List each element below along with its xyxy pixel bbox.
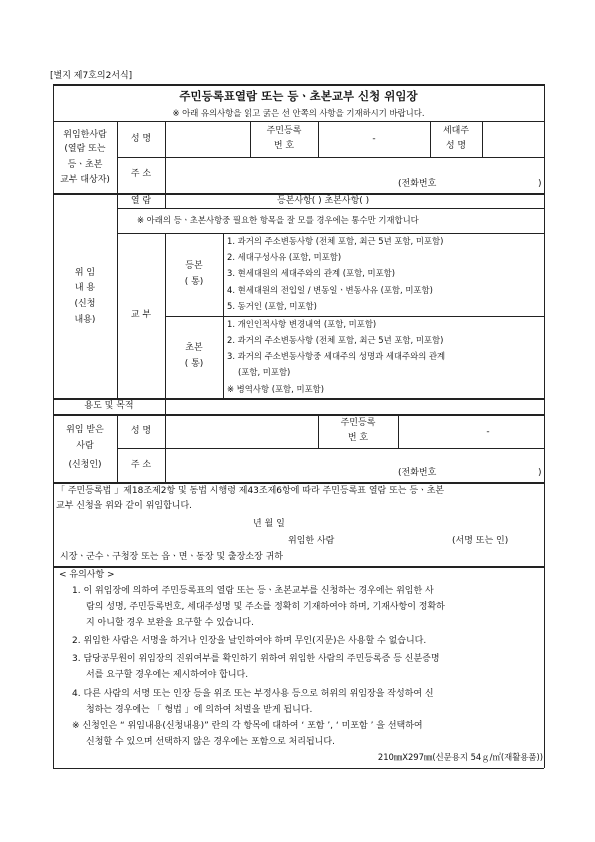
deungbon-count[interactable]: ( 통) xyxy=(184,277,204,287)
deungbon-item-2[interactable]: 2. 세대구성사유 (포함, 미포함) xyxy=(227,252,342,262)
delegator-label-2: (열람 또는 xyxy=(64,144,106,154)
delegate-name-label: 성 명 xyxy=(130,426,152,436)
deungbon-label: 등본 xyxy=(185,261,203,271)
deungbon-item-3[interactable]: 3. 현세대원의 세대주와의 관계 (포함, 미포함) xyxy=(227,268,396,278)
frame-right xyxy=(544,84,545,768)
delegate-label-3: (신청인) xyxy=(68,460,102,470)
chobon-item-3-cont[interactable]: (포함, 미포함) xyxy=(238,367,291,377)
deungbon-item-1[interactable]: 1. 과거의 주소변동사항 (전체 포함, 최근 5년 포함, 미포함) xyxy=(227,236,444,246)
delegator-name-field[interactable] xyxy=(166,122,249,156)
chobon-item-1[interactable]: 1. 개인인적사항 변경내역 (포함, 미포함) xyxy=(227,319,377,329)
chobon-item-2[interactable]: 2. 과거의 주소변동사항 (전체 포함, 최근 5년 포함, 미포함) xyxy=(227,335,444,345)
delegator-label-3: 등ㆍ초본 xyxy=(67,160,103,170)
delegate-reg-number-field[interactable] xyxy=(399,415,543,447)
chobon-item-military[interactable]: ※ 병역사항 (포함, 미포함) xyxy=(227,384,325,394)
delegator-reg-dash: - xyxy=(372,134,376,144)
statement-line-1: 「 주민등록법 」제18조제2항 및 동법 시행령 제43조제6항에 따라 주민등록표 열람 또는 등ㆍ초본 xyxy=(56,486,445,496)
note-line-10: 신청할 수 있으며 선택하지 않은 경우에는 포함으로 처리됩니다. xyxy=(86,737,335,747)
signer-label: 위임한 사람 xyxy=(288,536,335,546)
note-line-3: 지 아니할 경우 보완을 요구할 수 있습니다. xyxy=(86,618,254,628)
form-title: 주민등록표열람 또는 등ㆍ초본교부 신청 위임장 xyxy=(179,89,418,103)
delegator-reg-number-field[interactable] xyxy=(319,122,429,156)
delegator-reg-label-2: 번 호 xyxy=(273,141,295,151)
purpose-label: 용도 및 목적 xyxy=(84,401,134,411)
note-line-9: ※ 신청인은 “ 위임내용(신청내용)” 란의 각 항목에 대하여 ‘ 포함 ’, ‘ 미포함 ’ 을 선택하여 xyxy=(72,721,423,731)
issue-label: 교 부 xyxy=(130,310,152,320)
frame-top xyxy=(53,84,544,86)
deungbon-item-5[interactable]: 5. 동거인 (포함, 미포함) xyxy=(227,301,317,311)
view-options[interactable]: 등본사항( ) 초본사항( ) xyxy=(277,196,370,206)
delegation-label-3: (신청 xyxy=(74,299,96,309)
form-label: [별지 제7호의2서식] xyxy=(50,71,133,81)
delegator-address-label: 주 소 xyxy=(130,169,152,179)
frame-bottom xyxy=(53,768,544,769)
delegation-label-2: 내 용 xyxy=(74,283,96,293)
household-head-label-2: 성 명 xyxy=(445,141,467,151)
delegator-reg-label-1: 주민등록 xyxy=(266,126,302,136)
delegate-reg-label-2: 번 호 xyxy=(347,433,369,443)
delegator-phone-close: ) xyxy=(538,179,542,189)
delegator-address-field[interactable] xyxy=(166,158,543,192)
delegate-address-field[interactable] xyxy=(166,449,543,481)
delegate-address-label: 주 소 xyxy=(130,460,152,470)
delegation-label-4: 내용) xyxy=(74,315,96,325)
delegate-label-2: 사람 xyxy=(76,441,94,451)
notes-title: < 유의사항 > xyxy=(59,570,115,580)
deungbon-item-4[interactable]: 4. 현세대원의 전입일 / 변동일ㆍ변동사유 (포함, 미포함) xyxy=(227,285,433,295)
household-head-label-1: 세대주 xyxy=(442,126,470,136)
date-line[interactable]: 년 월 일 xyxy=(253,519,285,529)
paper-spec: 210㎜Ⅹ297㎜(신문용지 54ｇ/㎡(재활용품)) xyxy=(377,752,543,762)
note-line-7: 4. 다른 사람의 서명 또는 인장 등을 위조 또는 부정사용 등으로 허위의 위임장을 작성하여 신 xyxy=(72,689,434,699)
delegation-notice: ※ 아래의 등ㆍ초본사항중 필요한 항목을 잘 모를 경우에는 통수만 기재합니다 xyxy=(137,215,419,225)
note-line-4: 2. 위임한 사람은 서명을 하거나 인장을 날인하여야 하며 무인(지문)은 사용할 수 없습니다. xyxy=(72,636,427,646)
recipient: 시장ㆍ군수ㆍ구청장 또는 읍ㆍ면ㆍ동장 및 출장소장 귀하 xyxy=(60,552,283,562)
view-label: 열 람 xyxy=(130,196,152,206)
household-head-name-field[interactable] xyxy=(483,122,543,156)
chobon-label: 초본 xyxy=(185,343,203,353)
note-line-6: 서를 요구할 경우에는 제시하여야 합니다. xyxy=(86,670,249,680)
note-line-1: 1. 이 위임장에 의하여 주민등록표의 열람 또는 등ㆍ초본교부를 신청하는 경우에는 위임한 사 xyxy=(72,586,434,596)
delegator-name-label: 성 명 xyxy=(130,134,152,144)
delegate-name-field[interactable] xyxy=(166,415,317,447)
delegate-label-1: 위임 받은 xyxy=(66,425,104,435)
delegation-label-1: 위 임 xyxy=(74,268,96,278)
delegator-label-4: 교부 대상자) xyxy=(60,175,110,185)
title-bottom-line xyxy=(53,121,544,122)
delegate-phone-label: (전화번호 xyxy=(398,468,437,478)
delegate-reg-label-1: 주민등록 xyxy=(340,418,376,428)
chobon-count[interactable]: ( 통) xyxy=(184,359,204,369)
note-line-5: 3. 담당공무원이 위임장의 진위여부를 확인하기 위하여 위임한 사람의 주민등록증 등 신분증명 xyxy=(72,654,440,664)
delegate-reg-dash: - xyxy=(486,427,490,437)
purpose-field[interactable] xyxy=(166,399,543,413)
delegator-phone-label: (전화번호 xyxy=(398,179,437,189)
note-line-8: 청하는 경우에는 「 형법 」에 의하여 처벌을 받게 됩니다. xyxy=(86,705,313,715)
notice-top: ※ 아래 유의사항을 읽고 굵은 선 안쪽의 사항을 기재하시기 바랍니다. xyxy=(172,108,425,118)
note-line-2: 람의 성명, 주민등록번호, 세대주성명 및 주소를 정확히 기재하여야 하며, 기재사항이 정확하 xyxy=(86,602,445,612)
chobon-item-3[interactable]: 3. 과거의 주소변동사항중 세대주의 성명과 세대주와의 관계 xyxy=(227,351,446,361)
delegator-label-1: 위임한사람 xyxy=(63,130,107,140)
statement-line-2: 교부 신청을 위와 같이 위임합니다. xyxy=(56,501,193,511)
sign-hint[interactable]: (서명 또는 인) xyxy=(452,536,509,546)
delegate-phone-close: ) xyxy=(538,468,542,478)
